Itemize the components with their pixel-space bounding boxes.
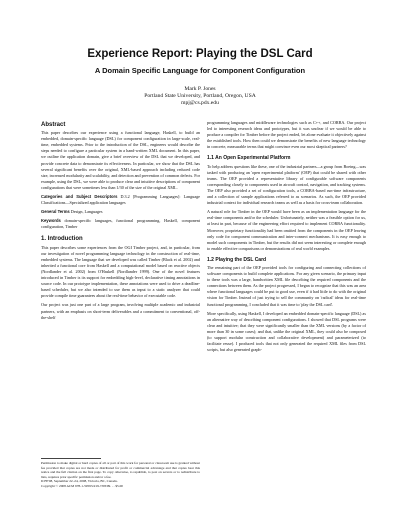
author-email[interactable]: mpj@cs.pdx.edu xyxy=(181,100,219,106)
general-terms-paragraph xyxy=(41,209,200,215)
section-1-heading: 1. Introduction xyxy=(41,235,83,242)
right-column xyxy=(207,120,366,356)
footnote-permission: Permission to make digital or hard copies of all or part of this work for personal or classroom use is granted without fee provided that copies are not made or distributed for profit or commercial advantage and that copies bear this notice and the full citation on the first page. To copy otherwise, to republish, to post on servers or to redistribute to lists, requires prior specific permission and/or a fee. xyxy=(41,461,200,479)
footnote-copyright: Copyright © 2008 ACM 978-1-59593-919-7/08/09. . . $5.00 xyxy=(41,483,123,488)
categories-label: Categories and Subject Descriptors xyxy=(41,194,118,200)
paper-title: Experience Report: Playing the DSL Card xyxy=(87,48,313,60)
left-column xyxy=(41,122,200,324)
general-terms-text: Design, Languages xyxy=(70,209,103,215)
section-1-2-paragraph-2: More specifically, using Haskell, I developed an embedded domain-specific language (DSL) as an alternative way of describing component configurations. I showed that DSL programs were clear and intuitive; that they were significantly smaller than the XML versions (by a factor of more than 30 in some cases); and that, unlike the original XML, they could also be composed (to support modular construction and collaborative development) and parameterized (to facilitate reuse). I produced tools that not only generated the required XML files from DSL scripts, but also generated graph- xyxy=(207,310,366,353)
abstract-heading: Abstract xyxy=(41,122,66,128)
categories-text: D.3.2 [Programming Languages]: Language Classifications—Specialized application languages xyxy=(41,194,200,206)
section-1-1-paragraph-1: To help address questions like these, one of the industrial partners—a group from Boeing—was tasked with producing an 'open experimental platform' (OEP) that could be shared with other teams. The OEP provided a representative library of configurable software components corresponding closely to components used in aircraft control, navigation, and tracking systems. The OEP also provided a set of configuration tools, a CORBA-based run-time infrastructure, and a collection of sample applications referred to as scenarios. As such, the OEP provided industrial context for individual research teams as well as a basis for cross-team collaboration. xyxy=(207,163,366,206)
footnote-rule xyxy=(41,458,101,459)
keywords-label: Keywords xyxy=(41,218,61,224)
footnote-conference: ICFP'08, September 22–24, 2008, Victoria, BC, Canada. xyxy=(41,479,118,484)
categories-paragraph xyxy=(41,194,200,206)
keywords-paragraph xyxy=(41,218,200,230)
section-1-1-paragraph-2: A natural role for Timber in the OEP would have been as an implementation language for the real-time components and/or the scheduler. Unfortunately, neither was a feasible option for us, at least in part, because of the engineering effort required to implement CORBA functionality. Moreover, proprietary functionality had been omitted from the components in the OEP leaving only code for component communication and inter-connect mechanisms. It is easy enough to model such components in Timber, but the results did not seem interesting or complete enough to enable effective comparisons or demonstrations of real world examples. xyxy=(207,209,366,251)
author-name: Mark P. Jones xyxy=(184,86,216,92)
author-affiliation: Portland State University, Portland, Oregon, USA xyxy=(144,93,256,99)
general-terms-label: General Terms xyxy=(41,209,70,215)
section-1-2-heading: 1.2 Playing the DSL Card xyxy=(207,256,267,263)
right-paragraph-1: programming languages and middleware technologies such as C++, and CORBA. Our project led to interesting research ideas and prototypes, but it was unclear if we would be able to produce a compiler for Timber before the project ended, let alone evaluate it objectively against the established tools. How then could we demonstrate the benefits of new language technology in concrete, measurable terms that might convince even our most skeptical partners? xyxy=(207,120,366,150)
section-1-1-heading: 1.1 An Open Experimental Platform xyxy=(207,155,291,162)
abstract-text: This paper describes our experience using a functional language, Haskell, to build an embedded, domain-specific language (DSL) for component configuration in large-scale, real-time, embedded systems. Prior to the introduction of the DSL, engineers would describe the steps needed to configure a particular system in a hand-written XML document. In this paper, we outline the application domain, give a brief overview of the DSL that we developed, and provide concrete data to demonstrate its effectiveness. In particular, we show that the DSL has several significant benefits over the original, XML-based approach including reduced code size, increased modularity and scalability, and detection and prevention of common defects. For example, using the DSL, we were able to produce clear and intuitive descriptions of component configurations that were sometimes less than 1/30 of the size of the original XML. xyxy=(41,130,200,190)
copyright-footnote xyxy=(41,461,200,489)
author-block xyxy=(0,86,400,107)
section-1-2-paragraph-1: The remaining part of the OEP provided tools for configuring and connecting collections of software components to build complete applications. For any given scenario, the primary input to these tools was a large, handwritten XML file describing the required components and the connections between them. As the project progressed, I began to recognize that this was an area where functional languages could be put to good use, even if it had little to do with the original vision for Timber. Instead of just trying to sell the community on 'radical' ideas for real-time functional programming, I concluded that it was time to 'play the DSL card'. xyxy=(207,264,366,307)
keywords-text: domain-specific languages, functional programming, Haskell, component configuration, Timber xyxy=(41,218,200,230)
paper-subtitle: A Domain Specific Language for Component Configuration xyxy=(94,66,306,75)
section-1-paragraph-2: Our project was just one part of a large program, involving multiple academic and industrial partners, with an emphasis on short-term deliverables and a commitment to conventional, off-the-shelf xyxy=(41,302,200,320)
section-1-paragraph-1: This paper describes some experiences from the OGI Timber project, and, in particular, from our investigation of novel programming language technology in the construction of real-time, embedded systems. The language that we developed was called Timber (Black et al. 2002) and inherited a functional core from Haskell and a computational model based on reactive objects (Nordlander et al. 2002) from O'Haskell (Nordlander 1999). One of the novel features introduced in Timber is its support for embedding high-level, declarative timing annotations in source code. In our prototype implementation, these annotations were used to drive a deadline-based scheduler, but we also intended to use them as input to a static analyzer that could provide compile time guarantees about the real-time behavior of executable code. xyxy=(41,244,200,299)
